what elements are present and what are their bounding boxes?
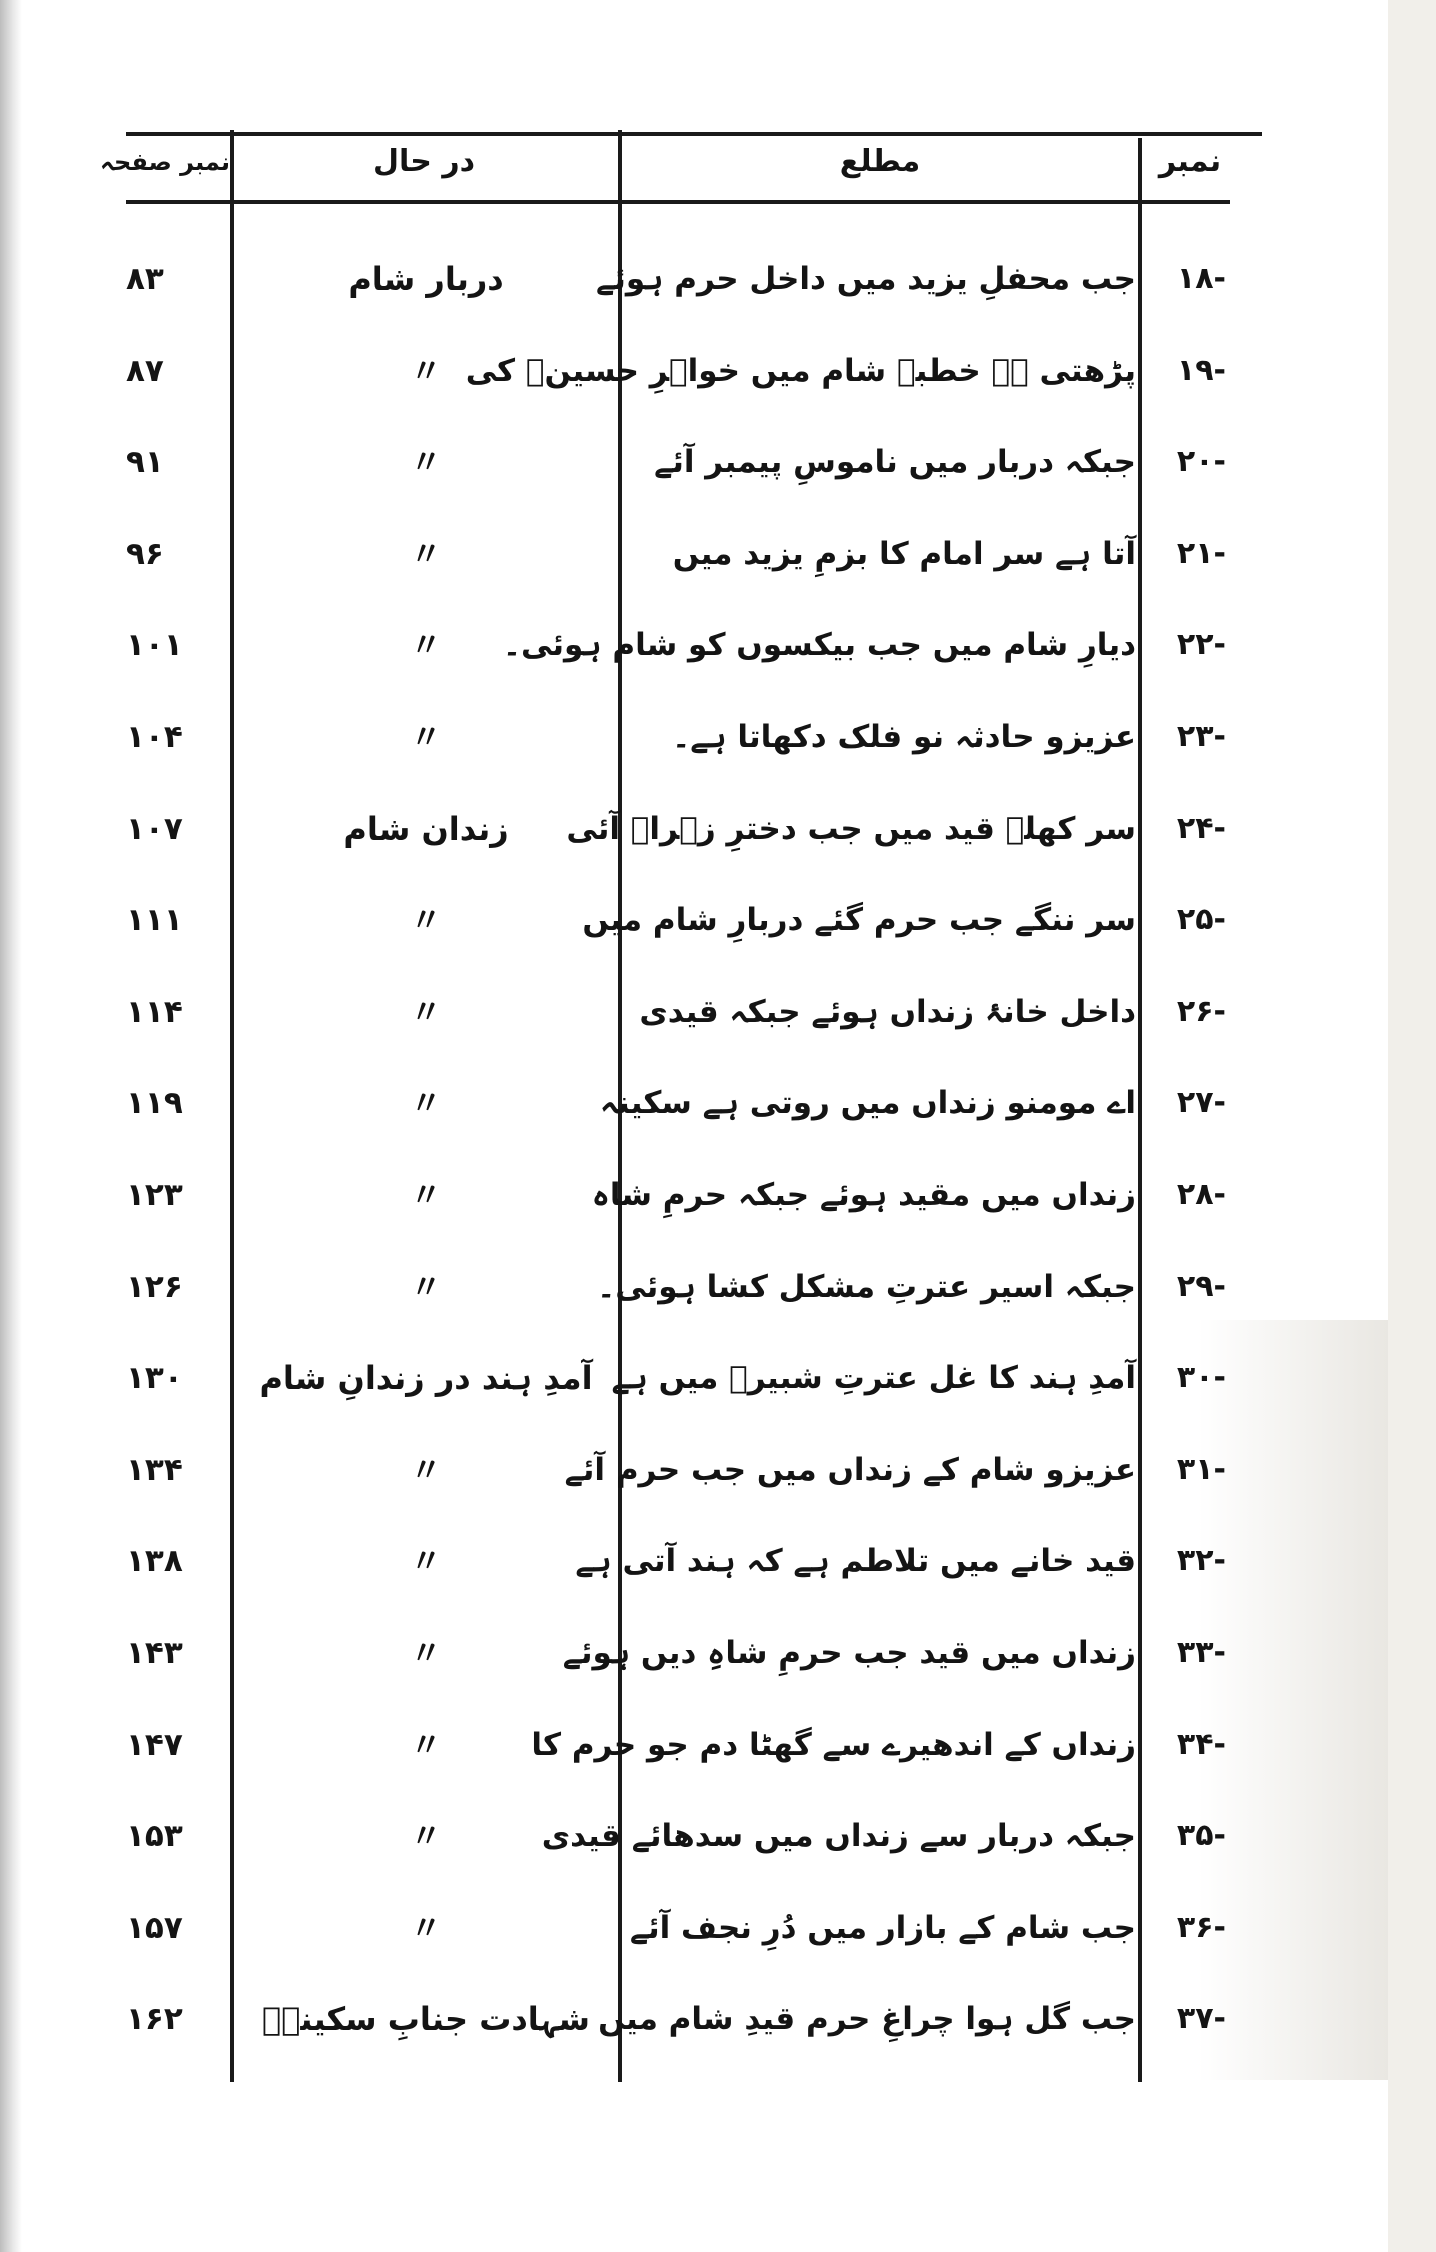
header-page-number: نمبر صفحہ [99, 148, 230, 176]
row-number: -۳۲ [1176, 1543, 1226, 1579]
row-number: -۲۶ [1176, 993, 1226, 1029]
row-opening: جب گل ہوا چراغِ حرم قیدِ شام میں [598, 2001, 1136, 2038]
table-row [126, 610, 1230, 680]
row-opening: آمدِ ہند کا غل عترتِ شبیرؑ میں ہے [611, 1360, 1136, 1397]
row-opening: قید خانے میں تلاطم ہے کہ ہند آتی ہے [575, 1543, 1136, 1580]
row-opening: سر ننگے جب حرم گئے دربارِ شام میں [582, 902, 1136, 939]
row-page-number: ۱۱۹ [126, 1085, 183, 1122]
table-row [126, 1893, 1230, 1963]
row-state: 〃 [409, 626, 442, 665]
row-opening: جبکہ دربار میں ناموسِ پیمبر آئے [654, 444, 1136, 481]
row-page-number: ۱۱۱ [126, 902, 183, 939]
row-page-number: ۱۵۷ [126, 1909, 183, 1946]
row-number: -۲۹ [1176, 1268, 1226, 1304]
row-state: شہادت جنابِ سکینہؑ [262, 2000, 590, 2039]
row-state: 〃 [409, 534, 442, 573]
table-row [126, 885, 1230, 955]
header-opening: مطلع [839, 144, 921, 179]
table-row [126, 1068, 1230, 1138]
row-state: 〃 [409, 1176, 442, 1214]
row-page-number: ۸۳ [126, 261, 164, 297]
table-row [126, 1435, 1230, 1505]
row-page-number: ۸۷ [126, 352, 164, 389]
row-page-number: ۱۴۷ [126, 1726, 183, 1763]
table-row [126, 336, 1230, 406]
row-opening: زنداں کے اندھیرے سے گھٹا دم جو حرم کا [531, 1726, 1136, 1763]
row-page-number: ۱۳۴ [126, 1451, 183, 1488]
row-number: -۳۳ [1176, 1635, 1226, 1670]
table-row [126, 1252, 1230, 1322]
row-opening: زنداں میں مقید ہوئے جبکہ حرمِ شاہ [591, 1177, 1136, 1213]
row-number: -۱۹ [1176, 352, 1226, 388]
row-opening: دیارِ شام میں جب بیکسوں کو شام ہوئی۔ [502, 627, 1136, 664]
table-row [126, 1801, 1230, 1871]
row-opening: عزیزو حادثہ نو فلک دکھاتا ہے۔ [672, 719, 1136, 755]
row-page-number: ۱۳۰ [126, 1360, 183, 1397]
table-row [126, 794, 1230, 864]
row-page-number: ۱۰۱ [126, 627, 183, 664]
row-number: -۲۵ [1176, 902, 1226, 938]
row-number: -۲۷ [1176, 1085, 1226, 1121]
row-state: 〃 [409, 1084, 442, 1123]
row-number: -۳۶ [1176, 1909, 1226, 1945]
row-state: 〃 [409, 1817, 442, 1856]
row-number: -۳۵ [1176, 1818, 1226, 1854]
header-number: نمبر [1158, 144, 1222, 179]
row-number: -۳۴ [1176, 1726, 1226, 1762]
row-number: -۲۰ [1176, 444, 1226, 480]
row-opening: جب شام کے بازار میں دُرِ نجف آئے [629, 1909, 1136, 1946]
row-number: -۱۸ [1176, 261, 1226, 296]
row-number: -۳۱ [1176, 1451, 1226, 1487]
row-state: 〃 [409, 1450, 442, 1489]
table-row [126, 1710, 1230, 1780]
table-row [126, 1343, 1230, 1413]
row-state: 〃 [409, 1634, 442, 1672]
row-page-number: ۱۴۳ [126, 1635, 183, 1671]
row-opening: جبکہ دربار سے زنداں میں سدھائے قیدی [541, 1818, 1136, 1855]
row-opening: اے مومنو زنداں میں روتی ہے سکینہ [599, 1085, 1136, 1122]
table-row [126, 1526, 1230, 1596]
row-opening: جبکہ اسیر عترتِ مشکل کشا ہوئی۔ [597, 1268, 1136, 1305]
table-row [126, 427, 1230, 497]
row-page-number: ۹۱ [126, 444, 164, 481]
row-page-number: ۱۱۴ [126, 993, 183, 1030]
table-row [126, 1984, 1230, 2054]
row-number: -۲۱ [1176, 535, 1226, 571]
row-state: 〃 [409, 1267, 442, 1306]
row-page-number: ۱۲۶ [126, 1268, 183, 1305]
header-state: در حال [372, 144, 476, 179]
row-number: -۳۷ [1176, 2001, 1226, 2037]
table-row [126, 244, 1230, 314]
row-state: 〃 [409, 718, 442, 756]
row-page-number: ۱۲۳ [126, 1177, 183, 1213]
row-number: -۲۸ [1176, 1177, 1226, 1212]
table-row [126, 702, 1230, 772]
row-page-number: ۱۳۸ [126, 1543, 183, 1580]
row-state: 〃 [409, 443, 442, 482]
row-opening: سر کھلے قید میں جب دخترِ زہراؑ آئی [566, 810, 1136, 847]
row-number: -۲۳ [1176, 719, 1226, 754]
row-number: -۲۴ [1176, 810, 1226, 846]
row-opening: داخل خانۂ زنداں ہوئے جبکہ قیدی [639, 993, 1136, 1030]
row-number: -۲۲ [1176, 627, 1226, 663]
row-state: 〃 [409, 1542, 442, 1581]
row-number: -۳۰ [1176, 1360, 1226, 1396]
row-state: آمدِ ہند در زندانِ شام [259, 1359, 593, 1398]
row-page-number: ۱۰۴ [126, 719, 183, 755]
row-opening: جب محفلِ یزید میں داخل حرم ہوئے [596, 261, 1136, 297]
row-state: 〃 [409, 351, 442, 390]
row-page-number: ۱۶۲ [126, 2001, 183, 2038]
row-page-number: ۱۵۳ [126, 1818, 183, 1855]
row-page-number: ۹۶ [126, 535, 164, 572]
row-opening: آتا ہے سر امام کا بزمِ یزید میں [672, 535, 1136, 572]
row-state: 〃 [409, 1908, 442, 1947]
row-opening: عزیزو شام کے زنداں میں جب حرم آئے [564, 1451, 1136, 1488]
row-page-number: ۱۰۷ [126, 810, 183, 847]
row-state: 〃 [409, 1725, 442, 1764]
table-row [126, 977, 1230, 1047]
table-row [126, 519, 1230, 589]
table-row [126, 1160, 1230, 1230]
row-state: زندان شام [343, 809, 509, 848]
row-opening: پڑھتی ہے خطبہ شام میں خواہرِ حسینؑ کی [465, 352, 1136, 389]
table-row [126, 1618, 1230, 1688]
row-state: 〃 [409, 901, 442, 940]
row-opening: زنداں میں قید جب حرمِ شاہِ دیں ہوئے [562, 1635, 1136, 1671]
row-state: 〃 [409, 992, 442, 1031]
row-state: دربار شام [348, 260, 504, 298]
